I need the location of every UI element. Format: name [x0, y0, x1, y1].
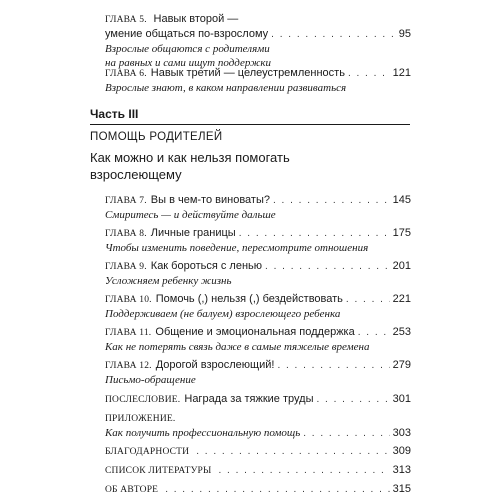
- chapter-subtitle: Чтобы изменить поведение, пересмотрите отношения: [105, 242, 369, 254]
- chapter-subtitle: Письмо-обращение: [105, 374, 196, 386]
- toc-entry-chapter-7[interactable]: [105, 193, 411, 222]
- part-title: ПОМОЩЬ РОДИТЕЛЕЙ: [90, 131, 223, 143]
- chapter-label: ГЛАВА 10.: [105, 295, 152, 305]
- page-number: 303: [392, 427, 411, 439]
- page-number: 309: [392, 445, 411, 457]
- dot-leader: [303, 427, 389, 441]
- dot-leader: [218, 464, 389, 478]
- part-label: Часть III: [90, 107, 139, 121]
- dot-leader: [271, 28, 396, 42]
- chapter-label: ГЛАВА 6.: [105, 69, 147, 79]
- dot-leader: [316, 393, 389, 407]
- chapter-subtitle: Взрослые знают, в каком направлении развиваться: [105, 82, 347, 94]
- chapter-label: ГЛАВА 12.: [105, 361, 152, 371]
- page-number: 201: [392, 260, 411, 272]
- about-author-label: ОБ АВТОРЕ: [105, 485, 159, 495]
- page-number: 315: [392, 483, 411, 495]
- page-number: 175: [392, 227, 411, 239]
- chapter-title: Помочь (,) нельзя (,) бездействовать: [155, 293, 343, 305]
- chapter-title: Навык третий — целеустремленность: [150, 67, 345, 79]
- toc-entry-bibliography[interactable]: [105, 463, 411, 478]
- chapter-title: Навык второй —: [153, 13, 239, 25]
- chapter-title: Общение и эмоциональная поддержка: [155, 326, 355, 338]
- chapter-title: Личные границы: [150, 227, 236, 239]
- toc-entry-about-author[interactable]: [105, 482, 411, 497]
- toc-entry-chapter-11[interactable]: [105, 325, 411, 354]
- dot-leader: [277, 359, 389, 373]
- chapter-title: Дорогой взрослеющий!: [155, 359, 275, 371]
- chapter-title: Как бороться с ленью: [150, 260, 263, 272]
- toc-entry-chapter-6[interactable]: [105, 66, 411, 95]
- toc-entry-appendix[interactable]: [105, 411, 411, 441]
- chapter-subtitle: Поддерживаем (не балуем) взрослеющего ребенка: [105, 308, 341, 320]
- dot-leader: [196, 445, 389, 459]
- page-number: 95: [398, 28, 411, 40]
- page-number: 221: [392, 293, 411, 305]
- acknowledgements-label: БЛАГОДАРНОСТИ: [105, 447, 190, 457]
- page-number: 313: [392, 464, 411, 476]
- dot-leader: [239, 227, 390, 241]
- page-number: 279: [392, 359, 411, 371]
- afterword-label: ПОСЛЕСЛОВИЕ.: [105, 395, 181, 405]
- part-subtitle: Как можно и как нельзя помогать взрослеющему: [90, 150, 290, 182]
- chapter-label: ГЛАВА 7.: [105, 196, 147, 206]
- chapter-label: ГЛАВА 5.: [105, 15, 147, 25]
- toc-entry-chapter-10[interactable]: [105, 292, 411, 321]
- toc-entry-chapter-12[interactable]: [105, 358, 411, 387]
- dot-leader: [273, 194, 390, 208]
- page-number: 301: [392, 393, 411, 405]
- toc-entry-acknowledgements[interactable]: [105, 444, 411, 459]
- toc-entry-chapter-5[interactable]: [105, 12, 411, 70]
- chapter-label: ГЛАВА 9.: [105, 262, 147, 272]
- chapter-subtitle: Как не потерять связь даже в самые тяжелые времена: [105, 341, 370, 353]
- page-number: 253: [392, 326, 411, 338]
- chapter-label: ГЛАВА 8.: [105, 229, 147, 239]
- dot-leader: [165, 483, 389, 497]
- toc-entry-chapter-9[interactable]: [105, 259, 411, 288]
- appendix-label: ПРИЛОЖЕНИЕ.: [105, 414, 176, 424]
- part-divider: [90, 124, 410, 125]
- chapter-title-continued: умение общаться по-взрослому: [105, 28, 269, 40]
- chapter-subtitle: Смиритесь — и действуйте дальше: [105, 209, 276, 221]
- appendix-subtitle: Как получить профессиональную помощь: [105, 427, 301, 439]
- page-number: 121: [392, 67, 411, 79]
- page-number: 145: [392, 194, 411, 206]
- chapter-subtitle: Усложняем ребенку жизнь: [105, 275, 232, 287]
- chapter-subtitle: Взрослые общаются с родителями: [105, 43, 270, 55]
- chapter-label: ГЛАВА 11.: [105, 328, 152, 338]
- chapter-subtitle-continued: на равных и сами ищут поддержки: [105, 57, 271, 69]
- dot-leader: [358, 326, 390, 340]
- bibliography-label: СПИСОК ЛИТЕРАТУРЫ: [105, 466, 212, 476]
- dot-leader: [346, 293, 390, 307]
- toc-entry-chapter-8[interactable]: [105, 226, 411, 255]
- toc-entry-afterword[interactable]: [105, 392, 411, 407]
- dot-leader: [348, 67, 390, 81]
- dot-leader: [265, 260, 390, 274]
- afterword-title: Награда за тяжкие труды: [184, 393, 314, 405]
- chapter-title: Вы в чем-то виноваты?: [150, 194, 270, 206]
